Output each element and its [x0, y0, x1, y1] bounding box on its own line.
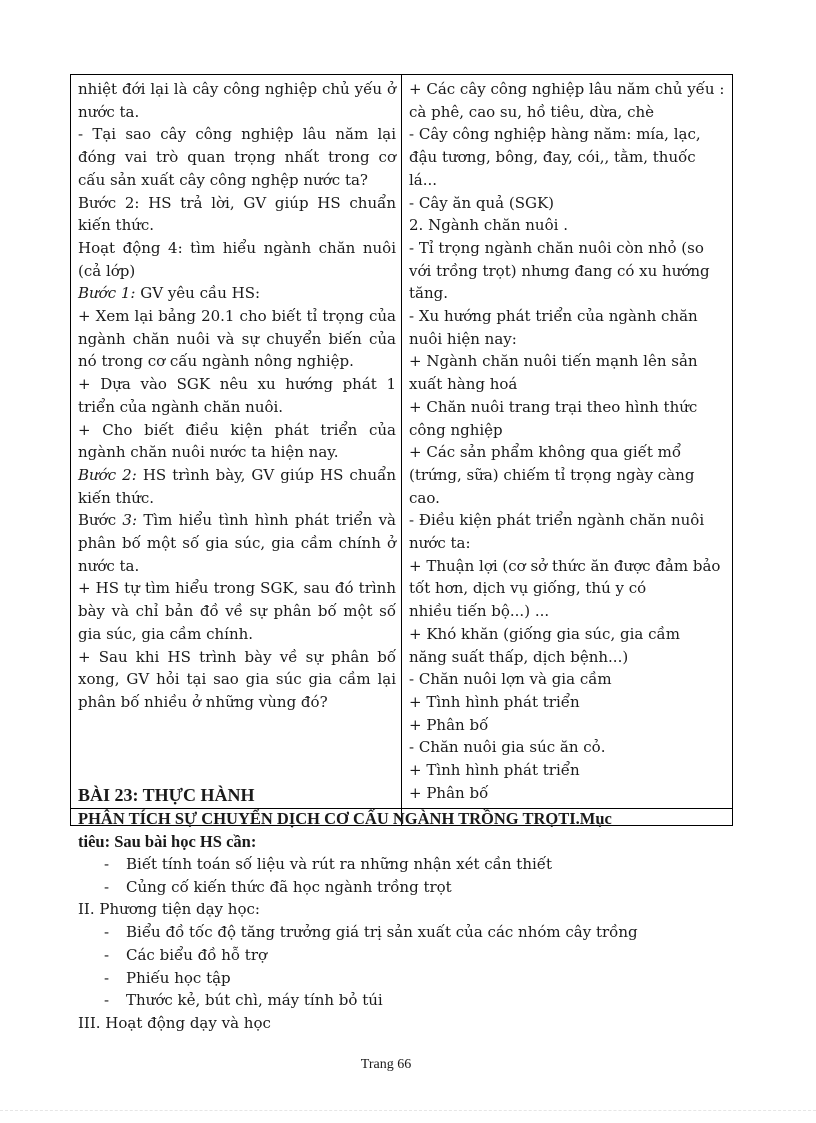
content-line: - Chăn nuôi lợn và gia cầm [409, 670, 612, 689]
lesson-subtitle-text: PHÂN TÍCH SỰ CHUYỂN DỊCH CƠ CẤU NGÀNH TRỒNG TRỌT [78, 809, 570, 828]
step-text: GV yêu cầu HS: [135, 284, 261, 303]
content-line: năng suất thấp, dịch bệnh...) [409, 647, 629, 666]
list-item-text: Phiếu học tập [126, 968, 231, 987]
content-line: + Tình hình phát triển [409, 692, 580, 711]
content-line: (trứng, sữa) chiếm tỉ trọng ngày càng cao. [409, 465, 695, 507]
step-text: HS trình bày, GV giúp HS chuẩn kiến thức. [78, 465, 396, 507]
content-line: - Chăn nuôi gia súc ăn cỏ. [409, 738, 606, 757]
lesson-title: BÀI 23: THỰC HÀNH [78, 785, 255, 805]
lesson-subtitle-tail: I.Mục [569, 809, 612, 828]
activity-line [78, 509, 396, 577]
content-line: + Phân bố [409, 715, 489, 734]
lesson-table [70, 74, 733, 826]
content-line: 2. Ngành chăn nuôi . [409, 216, 568, 235]
step-label: Bước 2: [78, 465, 137, 484]
content-cell [402, 75, 733, 809]
content-line: - Tỉ trọng ngành chăn nuôi còn nhỏ (so với trồng trọt) nhưng đang có xu hướng tăng. [409, 238, 710, 303]
activity-line: Hoạt động 4: tìm hiểu ngành chăn nuôi (cả lớp) [78, 238, 396, 280]
step-label: 3: [122, 511, 138, 530]
list-item: - Các biểu đồ hỗ trợ [78, 944, 738, 967]
list-item-text: Thước kẻ, bút chì, máy tính bỏ túi [126, 991, 383, 1010]
activity-line: + Xem lại bảng 20.1 cho biết tỉ trọng của ngành chăn nuôi và sự chuyển biến của nó trong cơ cấu ngành nông nghiệp. [78, 307, 396, 371]
list-item: - Biết tính toán số liệu và rút ra những nhận xét cần thiết [78, 853, 738, 876]
activities-heading: III. Hoạt động dạy và học [78, 1013, 271, 1032]
activity-line [78, 464, 396, 509]
means-heading: II. Phương tiện dạy học: [78, 900, 260, 919]
content-line: - Cây công nghiệp hàng năm: mía, lạc, đậu tương, bông, đay, cói,, tằm, thuốc lá... [409, 125, 701, 189]
activity-line: Bước 2: HS trả lời, GV giúp HS chuẩn kiến thức. [78, 193, 396, 235]
content-line: + Ngành chăn nuôi tiến mạnh lên sản xuất hàng hoá [409, 352, 698, 394]
activity-line: + Sau khi HS trình bày về sự phân bố xong, GV hỏi tại sao gia súc gia cầm lại phân bố nhiều ở những vùng đó? [78, 647, 396, 711]
content-line: + Phân bố [409, 783, 489, 802]
lesson-section [78, 784, 738, 1035]
page-number: Trang 66 [360, 1057, 412, 1072]
content-line: - Cây ăn quả (SGK) [409, 193, 555, 212]
content-line: + Chăn nuôi trang trại theo hình thức công nghiệp [409, 397, 698, 439]
table-row [71, 75, 733, 809]
content-line: + Khó khăn (giống gia súc, gia cầm [409, 624, 680, 643]
step-label: Bước 1: [78, 284, 136, 303]
list-item: - Thước kẻ, bút chì, máy tính bỏ túi [78, 989, 738, 1012]
content-line: nhiều tiến bộ...) ... [409, 602, 550, 621]
content-line: - Xu hướng phát triển của ngành chăn nuôi hiện nay: [409, 307, 698, 348]
activity-line: - Tại sao cây công nghiệp lâu năm lại đóng vai trò quan trọng nhất trong cơ cấu sản xuất cây công nghệp nước ta? [78, 125, 396, 189]
list-item-text: Củng cố kiến thức đã học ngành trồng trọt [126, 877, 452, 896]
objectives-heading: tiêu: Sau bài học HS cần: [78, 832, 257, 851]
step-prefix: Bước [78, 511, 123, 530]
list-item: - Củng cố kiến thức đã học ngành trồng trọt [78, 876, 738, 899]
content-line: + Các sản phẩm không qua giết mổ [409, 443, 682, 462]
activity-line: + HS tự tìm hiểu trong SGK, sau đó trình bày và chỉ bản đồ về sự phân bố một số gia súc, gia cầm chính. [78, 579, 396, 643]
step-text: Tìm hiểu tình hình phát triển và phân bố một số gia súc, gia cầm chính ở nước ta. [78, 511, 396, 575]
content-line: + Các cây công nghiệp lâu năm chủ yếu : cà phê, cao su, hồ tiêu, dừa, chè [409, 80, 725, 121]
lesson-subtitle [78, 807, 738, 830]
page-edge-divider [0, 1110, 816, 1111]
activity-line: + Dựa vào SGK nêu xu hướng phát 1 triển của ngành chăn nuôi. [78, 375, 396, 416]
list-item-text: Các biểu đồ hỗ trợ [126, 945, 268, 964]
objectives-list [78, 853, 738, 898]
content-line: + Thuận lợi (cơ sở thức ăn được đảm bảo tốt hơn, dịch vụ giống, thú y có [409, 556, 721, 598]
list-item-text: Biết tính toán số liệu và rút ra những nhận xét cần thiết [126, 855, 553, 873]
list-item: - Biểu đồ tốc độ tăng trưởng giá trị sản xuất của các nhóm cây trồng [78, 921, 738, 944]
activity-line: + Cho biết điều kiện phát triển của ngành chăn nuôi nước ta hiện nay. [78, 420, 396, 462]
content-line: + Tình hình phát triển [409, 761, 580, 780]
list-item: - Phiếu học tập [78, 967, 738, 990]
means-list [78, 921, 738, 1012]
teacher-activity-cell [71, 75, 402, 809]
activity-line: nhiệt đới lại là cây công nghiệp chủ yếu ở nước ta. [78, 80, 396, 121]
content-line: - Điều kiện phát triển ngành chăn nuôi nước ta: [409, 511, 705, 553]
activity-line [78, 282, 396, 305]
list-item-text: Biểu đồ tốc độ tăng trưởng giá trị sản xuất của các nhóm cây trồng [126, 923, 638, 942]
